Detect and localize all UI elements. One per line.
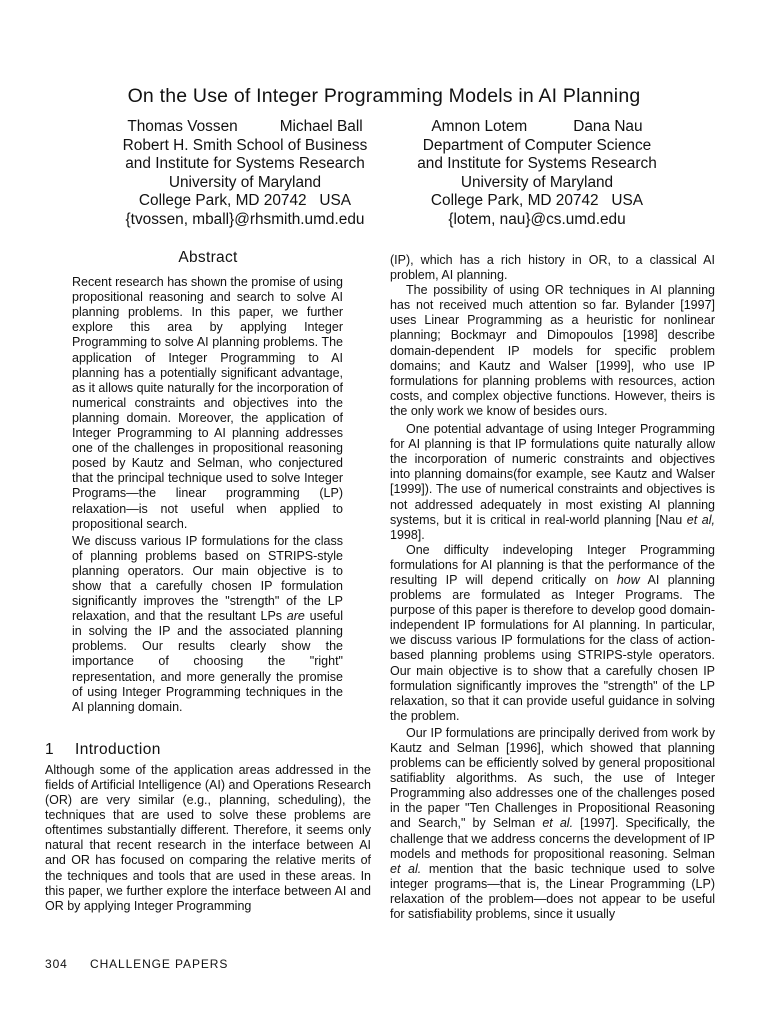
section-heading-introduction bbox=[45, 742, 371, 757]
running-footer-label: CHALLENGE PAPERS bbox=[90, 957, 229, 971]
section-number: 1 bbox=[45, 740, 55, 758]
body-paragraph: Our IP formulations are principally derived from work by Kautz and Selman [1996], which showed that planning problems can be efficiently solved by general propositional satifiablity algorithms. As such, the use of Integer Programming also addresses one of the challenges posed in the paper "Ten Challenges in Propositional Reasoning and Search," by Selman et al. [1997]. Specifically, the challenge that we address concerns the development of IP models and methods for propositional reasoning. Selman et al. mention that the basic technique used to solve integer programs—that is, the Linear Programming (LP) relaxation of the problem—does not appear to be useful for satisfiability problems, since it usually bbox=[390, 725, 715, 922]
affiliation-address: College Park, MD 20742 USA bbox=[430, 192, 644, 210]
affiliation-line: University of Maryland bbox=[168, 173, 322, 191]
right-column bbox=[390, 253, 715, 922]
author-name: Dana Nau bbox=[573, 118, 643, 135]
body-paragraph: Although some of the application areas addressed in the fields of Artificial Intelligence (AI) and Operations Research (OR) are very similar (e.g., planning, scheduling), the techniques that are used to solve these problems are oftentimes substantially different. Therefore, it seems only natural that recent research in the interface between AI and OR has focused on comparing the relative merits of the techniques and tools that are used in these areas. In this paper, we further explore the interface between AI and OR by applying Integer Programming bbox=[45, 762, 371, 913]
body-paragraph: (IP), which has a rich history in OR, to a classical AI problem, AI planning. bbox=[390, 253, 715, 283]
author-names-right bbox=[384, 118, 690, 137]
author-names-left bbox=[92, 118, 398, 137]
page-number: 304 bbox=[45, 957, 68, 971]
author-name: Thomas Vossen bbox=[127, 118, 238, 135]
body-paragraph: One potential advantage of using Integer Programming for AI planning is that IP formulations quite naturally allow the incorporation of numeric constraints and objectives into planning domains(for example, see Kautz and Walser [1999]). The use of numerical constraints and objectives is not addressed adequately in most existing AI planning systems, but it is critical in real-world planning [Nau et al, 1998]. bbox=[390, 422, 715, 542]
abstract-paragraph: Recent research has shown the promise of using propositional reasoning and search to solve AI planning problems. In this paper, we further explore this area by applying Integer Programming to solve AI planning problems. The application of Integer Programming to AI planning has a potentially significant advantage, as it allows quite naturally for the incorporation of numerical constraints and objectives into the planning domain. Moreover, the application of Integer Programming to AI planning addresses one of the challenges in propositional reasoning posed by Kautz and Selman, who conjectured that the principal technique used to solve Integer Programs—the linear programming (LP) relaxation—is not useful when applied to propositional search. bbox=[72, 275, 343, 531]
affiliation-line: and Institute for Systems Research bbox=[417, 155, 657, 173]
abstract-paragraph: We discuss various IP formulations for the class of planning problems based on STRIPS-style planning operators. Our main objective is to show that a carefully chosen IP formulation significantly improves the "strength" of the LP relaxation, and that the resultant LPs are useful in solving the IP and the associated planning problems. Our results clearly show the importance of choosing the "right" representation, and more generally the promise of using Integer Programming techniques in the AI planning domain. bbox=[72, 533, 343, 714]
author-email: {tvossen, mball}@rhsmith.umd.edu bbox=[125, 210, 365, 228]
body-paragraph: One difficulty indeveloping Integer Programming formulations for AI planning is that the performance of the resulting IP will depend critically on how AI planning problems are formulated as Integer Programs. The purpose of this paper is therefore to develop good domain-independent IP formulations for AI planning. In particular, we discuss various IP formulations for the class of action-based planning problems using STRIPS-style operators. Our main objective is to show that a carefully chosen IP formulation significantly improves the "strength" of the LP relaxation, so that it can provide useful guidance in solving the problem. bbox=[390, 542, 715, 723]
author-block-left bbox=[92, 118, 398, 230]
author-block-right bbox=[384, 118, 690, 230]
body-paragraph: The possibility of using OR techniques in AI planning has not received much attention so far. Bylander [1997] uses Linear Programming as a heuristic for nonlinear planning; Bockmayr and Dimopoulos [1998] describe domain-dependent IP models for specific problem domains; and Kautz and Walser [1999], who use IP formulations for planning problems with resources, action costs, and complex objective functions. However, theirs is the only work we know of besides ours. bbox=[390, 283, 715, 418]
page-footer bbox=[45, 957, 228, 971]
affiliation-line: Robert H. Smith School of Business bbox=[122, 136, 368, 154]
abstract-body bbox=[45, 275, 371, 715]
affiliation-line: Department of Computer Science bbox=[422, 136, 652, 154]
affiliation-line: and Institute for Systems Research bbox=[125, 155, 365, 173]
left-column bbox=[45, 250, 371, 914]
section-title: Introduction bbox=[75, 740, 161, 758]
affiliation-line: University of Maryland bbox=[460, 173, 614, 191]
author-email: {lotem, nau}@cs.umd.edu bbox=[448, 210, 626, 228]
abstract-heading: Abstract bbox=[178, 249, 238, 266]
author-name: Michael Ball bbox=[279, 118, 363, 135]
author-name: Amnon Lotem bbox=[431, 118, 528, 135]
affiliation-address: College Park, MD 20742 USA bbox=[138, 192, 352, 210]
paper-title: On the Use of Integer Programming Models in AI Planning bbox=[127, 85, 641, 107]
